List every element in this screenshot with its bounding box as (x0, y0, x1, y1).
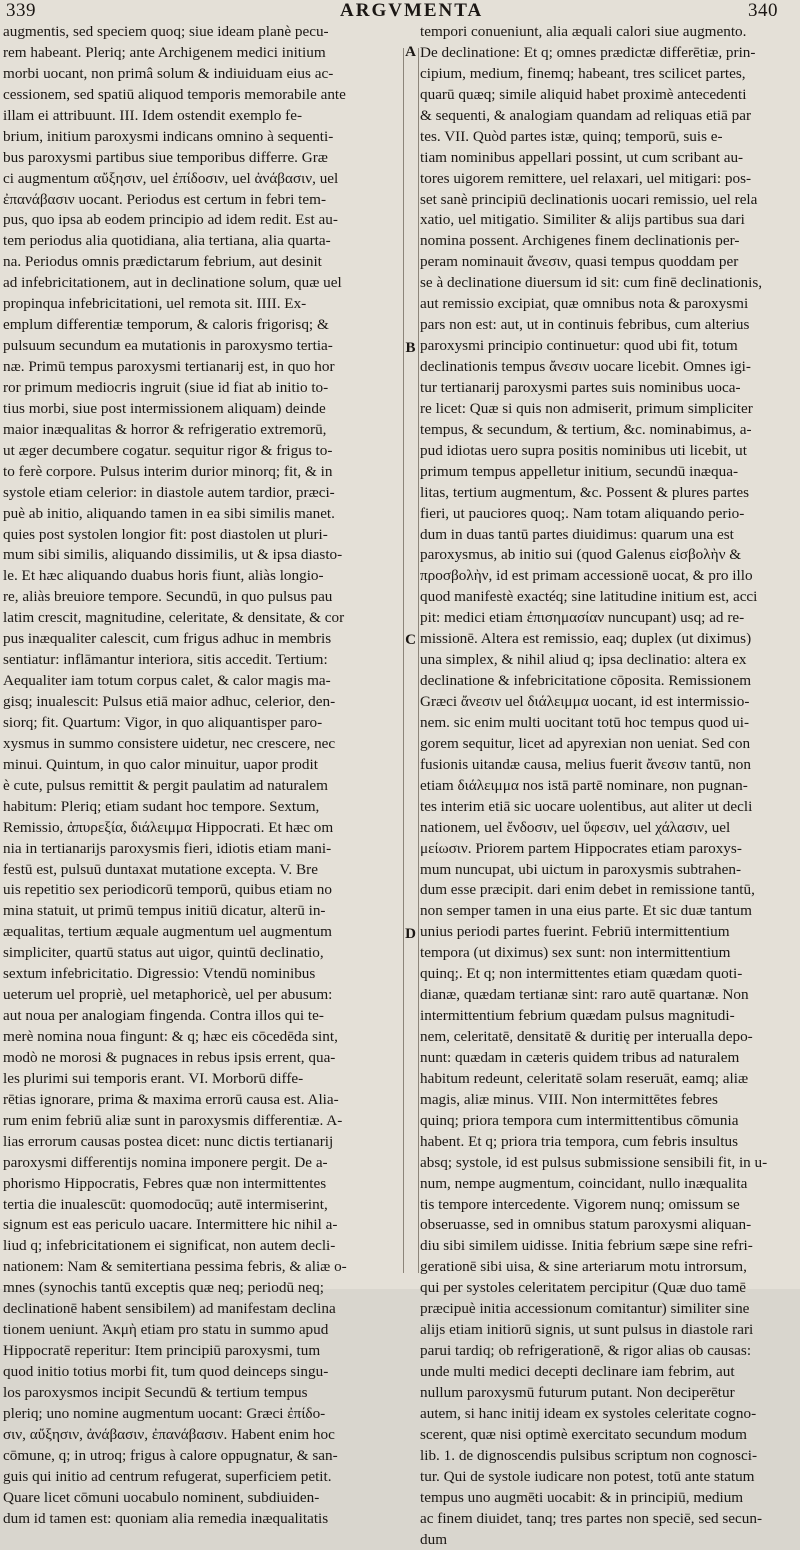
left-column-line: lias errorum causas postea dicet: nunc dictis tertianarij (3, 1132, 400, 1153)
right-column-line: pars non est: aut, ut in continuis febribus, cum alterius (420, 315, 796, 336)
right-column-line: qui per systoles celeritatem percipitur (Quæ duo tamē (420, 1278, 796, 1299)
left-column-line: è cute, pulsus remittit & pergit paulatim ad naturalem (3, 776, 400, 797)
right-column-line: unde multi medici decepti declinare iam febrim, aut (420, 1362, 796, 1383)
right-column-line: declinationis tempus ἄνεσιν uocare licebit. Omnes igi- (420, 357, 796, 378)
left-column-line: habitum: Pleriq; etiam sudant hoc tempore. Sextum, (3, 797, 400, 818)
right-column-line: mum nuncupat, ubi uictum in paroxysmis subtrahen- (420, 860, 796, 881)
right-column-line: lib. 1. de dignoscendis pulsibus scriptum non cognosci- (420, 1446, 796, 1467)
left-column-line: pus inæqualiter calescit, cum frigus adhuc in membris (3, 629, 400, 650)
left-column-line: dum id tamen est: quoniam alia remedia inæqualitatis (3, 1509, 400, 1530)
left-column-line: mum sibi similis, aliquando dissimilis, ut & ipsa diasto- (3, 545, 400, 566)
right-column-line: tempori conueniunt, alia æquali calori siue augmento. (420, 22, 796, 43)
right-column-line: tiam nominibus appellari possint, ut cum scribant au- (420, 148, 796, 169)
column-rule-left (403, 48, 404, 1273)
right-column-line: habent. Et q; priora tria tempora, cum febris insultus (420, 1132, 796, 1153)
left-column-line: tertia die inualescūt: quomodocūq; autē intermiserint, (3, 1195, 400, 1216)
left-column-line: nia in tertianarijs paroxysmis fieri, idiotis etiam mani- (3, 839, 400, 860)
right-column-line: diu sibi similem uidisse. Initia febrium sæpe sine refri- (420, 1236, 796, 1257)
left-column-line: ut æger decumbere cogatur. sequitur rigor & frigus to- (3, 441, 400, 462)
left-column-line: augmentis, sed speciem quoq; siue ideam planè pecu- (3, 22, 400, 43)
left-column-line: Hippocratē reperitur: Item principiū paroxysmi, tum (3, 1341, 400, 1362)
left-column-line: siorq; fit. Quartum: Vigor, in quo aliquantisper paro- (3, 713, 400, 734)
left-column-line: Quare licet cōmuni uocabulo nominent, subdiuiden- (3, 1488, 400, 1509)
page-header (0, 0, 800, 22)
right-column-line: dum esse præcipit. dari enim debet in remissione tantū, (420, 880, 796, 901)
right-column-line: alijs etiam initiorū signis, ut sunt pulsus in diastole rari (420, 1320, 796, 1341)
right-column-line: aut remissio excipiat, quæ omnibus nota & paroxysmi (420, 294, 796, 315)
right-column-line: gorem sequitur, licet ad apyrexian non ueniat. Sed con (420, 734, 796, 755)
left-column-line: æqualitas, tertium æquale augmentum uel augmentum (3, 922, 400, 943)
margin-marker-d: D (403, 926, 418, 943)
right-column-line: dum in duas tantū partes diuidimus: quarum una est (420, 525, 796, 546)
left-column-line: pus, quo ipsa ab eodem principio ad idem redit. Est au- (3, 210, 400, 231)
left-column-line: propinqua infebricitationi, uel remota sit. IIII. Ex- (3, 294, 400, 315)
right-column-line: nullum paroxysmū futurum putant. Non deciperētur (420, 1383, 796, 1404)
left-column-line: los paroxysmos incipit Secundū & tertium tempus (3, 1383, 400, 1404)
right-column-line: nem, celeritatē, densitatē & duritię per interualla depo- (420, 1027, 796, 1048)
right-column-line: De declinatione: Et q; omnes prædictæ differētiæ, prin- (420, 43, 796, 64)
right-column-line: fusionis uitandæ causa, melius fuerit ἄνεσιν tantū, non (420, 755, 796, 776)
right-column-line: & sequenti, & analogiam quandam ad reliquas etiā par (420, 106, 796, 127)
left-column-line: festū est, pulsuū duntaxat mutatione excepta. V. Bre (3, 860, 400, 881)
right-column-line: una simplex, & nihil aliud q; ipsa declinatio: altera ex (420, 650, 796, 671)
right-column-line: paroxysmus, ab initio sui (quod Galenus εἰσβολὴν & (420, 545, 796, 566)
right-column-line: quarū quæq; simile aliquid habet proximè antecedenti (420, 85, 796, 106)
left-column-line: sextum infebricitatio. Digressio: Vtendū nominibus (3, 964, 400, 985)
left-column-line: Remissio, ἀπυρεξία, διάλειμμα Hippocrati. Et hæc om (3, 818, 400, 839)
left-column-line: Aequaliter iam totum corpus calet, & calor magis ma- (3, 671, 400, 692)
right-column-line: ac finem diuidet, tanq; tres partes non speciē, sed secun- (420, 1509, 796, 1530)
right-column-line: num, nempe augmentum, coincidant, nullo inæqualita (420, 1174, 796, 1195)
left-column-line: tem periodus alia quotidiana, alia tertiana, alia quarta- (3, 231, 400, 252)
margin-marker-a: A (403, 44, 418, 61)
right-column-line: peram nominauit ἄνεσιν, quasi tempus quoddam per (420, 252, 796, 273)
left-column-line: rem habeant. Pleriq; ante Archigenem medici initium (3, 43, 400, 64)
right-column-line: tempus uno augmēti uocabit: & in principiū, medium (420, 1488, 796, 1509)
margin-marker-c: C (403, 632, 418, 649)
left-column-line: ror primum mediocris ingruit (siue id fiat ab initio to- (3, 378, 400, 399)
right-column-line: absq; systole, id est pulsus submissione sensibili fit, in u- (420, 1153, 796, 1174)
right-column-line: quinq;. Et q; non intermittentes etiam quædam quoti- (420, 964, 796, 985)
left-column-line: simpliciter, quartū status aut uigor, quintū declinatio, (3, 943, 400, 964)
left-column-line: latim crescit, magnitudine, celeritate, & densitate, & cor (3, 608, 400, 629)
left-column-line: guis qui initio ad centrum refugerat, superficiem petit. (3, 1467, 400, 1488)
left-column-line: puè ab initio, aliquando tamen in ea sibi similis manet. (3, 504, 400, 525)
left-column-line: le. Et hæc aliquando duabus horis fiunt, aliàs longio- (3, 566, 400, 587)
right-column-line: gerationē sibi uisa, & sine arteriarum motu introrsum, (420, 1257, 796, 1278)
left-column-line: mnes (synochis tantū exceptis quæ neq; periodū neq; (3, 1278, 400, 1299)
right-column-line: declinatione & infebricitatione cōposita. Remissionem (420, 671, 796, 692)
left-column-line: ueterum uel propriè, uel metaphoricè, uel per abusum: (3, 985, 400, 1006)
left-column-line: rum enim febriū aliæ sunt in paroxysmis differentiæ. A- (3, 1111, 400, 1132)
left-column-line: les plurimi sui temporis erant. VI. Morborū diffe- (3, 1069, 400, 1090)
left-column-line: minui. Quintum, in quo calor minuitur, uapor prodit (3, 755, 400, 776)
running-title: ARGVMENTA (340, 0, 483, 22)
right-column-line: dum (420, 1530, 796, 1550)
right-column-line: quod manifestè exactéq; sine latitudine initium est, acci (420, 587, 796, 608)
right-column-line: præcipuè initia accessionum comitantur) similiter sine (420, 1299, 796, 1320)
left-column-line: pulsuum secundum ea mutationis in paroxysmo tertia- (3, 336, 400, 357)
left-column-line: na. Periodus omnis prædictarum febrium, aut desinit (3, 252, 400, 273)
right-column-line: fieri, ut pauciores quoq;. Nam totam aliquando perio- (420, 504, 796, 525)
left-column-line: ad infebricitationem, aut in declinatione solum, quæ uel (3, 273, 400, 294)
right-column-line: missionē. Altera est remissio, eaq; duplex (ut diximus) (420, 629, 796, 650)
left-column-line: nationem: Nam & semitertiana pessima febris, & aliæ o- (3, 1257, 400, 1278)
left-column-line: cōmune, q; in utroq; frigus à calore oppugnatur, & san- (3, 1446, 400, 1467)
left-column-line: cessionem, sed spatiū aliquod temporis memorabile ante (3, 85, 400, 106)
right-column-line: non semper tamen in una eius parte. Et sic duæ tantum (420, 901, 796, 922)
left-column-line: mina statuit, ut primū tempus initiū dicatur, alterū in- (3, 901, 400, 922)
left-column-line: pleriq; uno nomine augmentum uocant: Græci ἐπίδο- (3, 1404, 400, 1425)
column-rule-right (418, 48, 419, 1273)
right-column-line: habitum redeunt, celeritatē solam reseruāt, eamq; aliæ (420, 1069, 796, 1090)
right-column-line: μείωσιν. Priorem partem Hippocrates etiam paroxys- (420, 839, 796, 860)
left-text-column (3, 22, 400, 1530)
right-column-line: Græci ἄνεσιν uel διάλειμμα uocant, id est intermissio- (420, 692, 796, 713)
left-column-line: maior inæqualitas & horror & refrigeratio extremorū, (3, 420, 400, 441)
right-column-line: paroxysmi principio continuetur: quod ubi fit, totum (420, 336, 796, 357)
left-column-line: σιν, αὔξησιν, ἀνάβασιν, ἐπανάβασιν. Habent enim hoc (3, 1425, 400, 1446)
right-column-line: pit: medici etiam ἐπισημασίαν nuncupant) usq; ad re- (420, 608, 796, 629)
left-column-line: liud q; infebricitationem ei significat, non autem decli- (3, 1236, 400, 1257)
margin-marker-b: B (403, 340, 418, 357)
left-column-line: bus paroxysmi partibus siue temporibus differre. Græ (3, 148, 400, 169)
right-column-line: nem. sic enim multi uocitant totū hoc tempus quod ui- (420, 713, 796, 734)
left-column-line: declinationē habent sensibilem) ad manifestam declina (3, 1299, 400, 1320)
left-column-line: modò ne morosi & pugnaces in rebus ipsis errent, qua- (3, 1048, 400, 1069)
right-column-line: tempus, & secundum, & tertium, &c. nominabimus, a- (420, 420, 796, 441)
right-column-line: obseruasse, sed in omnibus statum paroxysmi aliquan- (420, 1215, 796, 1236)
left-column-line: quod initio totius morbi fit, tum quod deinceps singu- (3, 1362, 400, 1383)
left-column-line: emplum differentiæ temporum, & caloris frigorisq; & (3, 315, 400, 336)
left-column-line: sentiatur: inflāmantur interiora, sitis accedit. Tertium: (3, 650, 400, 671)
left-column-line: uis repetitio sex periodicorū temporū, quibus etiam no (3, 880, 400, 901)
left-column-line: ci augmentum αὔξησιν, uel ἐπίδοσιν, uel ἀνάβασιν, uel (3, 169, 400, 190)
right-column-line: dianæ, quædam tertianæ sint: raro autē quartanæ. Non (420, 985, 796, 1006)
right-column-line: cipium, medium, finemq; habeant, tres scilicet partes, (420, 64, 796, 85)
right-column-line: tur tertianarij paroxysmi partes suis nominibus uoca- (420, 378, 796, 399)
right-column-line: tis tempore intercedente. Vigorem nunq; omissum se (420, 1195, 796, 1216)
right-column-line: scerent, quæ nisi optimè exercitato secundum modum (420, 1425, 796, 1446)
right-column-line: pud idiotas uero supra positis nominibus uti licebit, ut (420, 441, 796, 462)
left-column-line: tionem ueniunt. Ἀκμὴ etiam pro statu in summo apud (3, 1320, 400, 1341)
right-column-line: re licet: Quæ si quis non admiserit, primum simpliciter (420, 399, 796, 420)
right-column-line: se à declinatione diuersum id sit: cum finē declinationis, (420, 273, 796, 294)
right-column-line: tores uigorem remittere, uel relaxari, uel mitigari: pos- (420, 169, 796, 190)
right-column-line: quinq; priora tempora cum intermittentibus cōmunia (420, 1111, 796, 1132)
right-text-column (420, 22, 796, 1550)
right-column-line: tempora (ut diximus) sex sunt: non intermittentium (420, 943, 796, 964)
left-column-line: phorismo Hippocratis, Febres quæ non intermittentes (3, 1174, 400, 1195)
right-column-line: intermittentium febrium quædam pulsus magnitudi- (420, 1006, 796, 1027)
right-column-line: nunt: quædam in cæteris quidem tribus ad naturalem (420, 1048, 796, 1069)
left-column-line: tius morbi, siue post intermissionem aliquam) deinde (3, 399, 400, 420)
left-column-line: to ferè corpore. Pulsus interim durior minorq; fit, & in (3, 462, 400, 483)
right-column-line: set sanè principiū declinationis uocari remissio, uel rela (420, 190, 796, 211)
left-column-line: signum est eas periculo uacare. Intermittere hic nihil a- (3, 1215, 400, 1236)
right-column-line: tes. VII. Quòd partes istæ, quinq; temporū, suis e- (420, 127, 796, 148)
right-column-line: προσβολὴν, id est primam accessionē uocat, & pro illo (420, 566, 796, 587)
right-column-line: xatio, uel mitigatio. Similiter & alijs partibus sua dari (420, 210, 796, 231)
right-column-line: nationem, uel ἔνδοσιν, uel ὕφεσιν, uel χάλασιν, uel (420, 818, 796, 839)
right-column-line: primum tempus appelletur initium, secundū inæqua- (420, 462, 796, 483)
left-column-line: gisq; inualescit: Pulsus etiā maior adhuc, celerior, den- (3, 692, 400, 713)
left-column-line: næ. Primū tempus paroxysmi tertianarij est, in quo hor (3, 357, 400, 378)
page-number-left: 339 (6, 0, 36, 22)
right-column-line: magis, aliæ minus. VIII. Non intermittētes febres (420, 1090, 796, 1111)
left-column-line: rētias ignorare, prima & maxima errorū causa est. Alia- (3, 1090, 400, 1111)
left-column-line: brium, initium paroxysmi indicans omnino à sequenti- (3, 127, 400, 148)
left-column-line: paroxysmi differentijs nomina imponere pergit. De a- (3, 1153, 400, 1174)
left-column-line: aut noua per analogiam fingenda. Contra illos qui te- (3, 1006, 400, 1027)
left-column-line: re, aliàs breuiore tempore. Secundū, in quo pulsus pau (3, 587, 400, 608)
right-column-line: nomina possent. Archigenes finem declinationis per- (420, 231, 796, 252)
right-column-line: etiam διάλειμμα nos istā partē nominare, non pugnan- (420, 776, 796, 797)
left-column-line: merè nomina noua fingunt: & q; hæc eis cōcedēda sint, (3, 1027, 400, 1048)
right-column-line: autem, si hanc initij ideam ex systoles celeritate cogno- (420, 1404, 796, 1425)
right-column-line: litas, tertium augmentum, &c. Possent & plures partes (420, 483, 796, 504)
right-column-line: tes interim etiā sic uocare uolentibus, aut aliter ut decli (420, 797, 796, 818)
right-column-line: tur. Qui de systole iudicare non potest, totū ante statum (420, 1467, 796, 1488)
left-column-line: morbi uocant, non primâ solum & indiuiduam eius ac- (3, 64, 400, 85)
right-column-line: parui tardiq; ob refrigerationē, & rigor alias ob causas: (420, 1341, 796, 1362)
left-column-line: illam ei attribuunt. III. Idem ostendit exemplo fe- (3, 106, 400, 127)
left-column-line: xysmus in summo consistere uidetur, nec crescere, nec (3, 734, 400, 755)
right-column-line: unius periodi partes fuerint. Febriū intermittentium (420, 922, 796, 943)
page-number-right: 340 (748, 0, 778, 22)
left-column-line: systole etiam celerior: in diastole autem tardior, præci- (3, 483, 400, 504)
left-column-line: ἐπανάβασιν uocant. Periodus est certum in febri tem- (3, 190, 400, 211)
left-column-line: quies post systolen longior fit: post diastolen ut pluri- (3, 525, 400, 546)
